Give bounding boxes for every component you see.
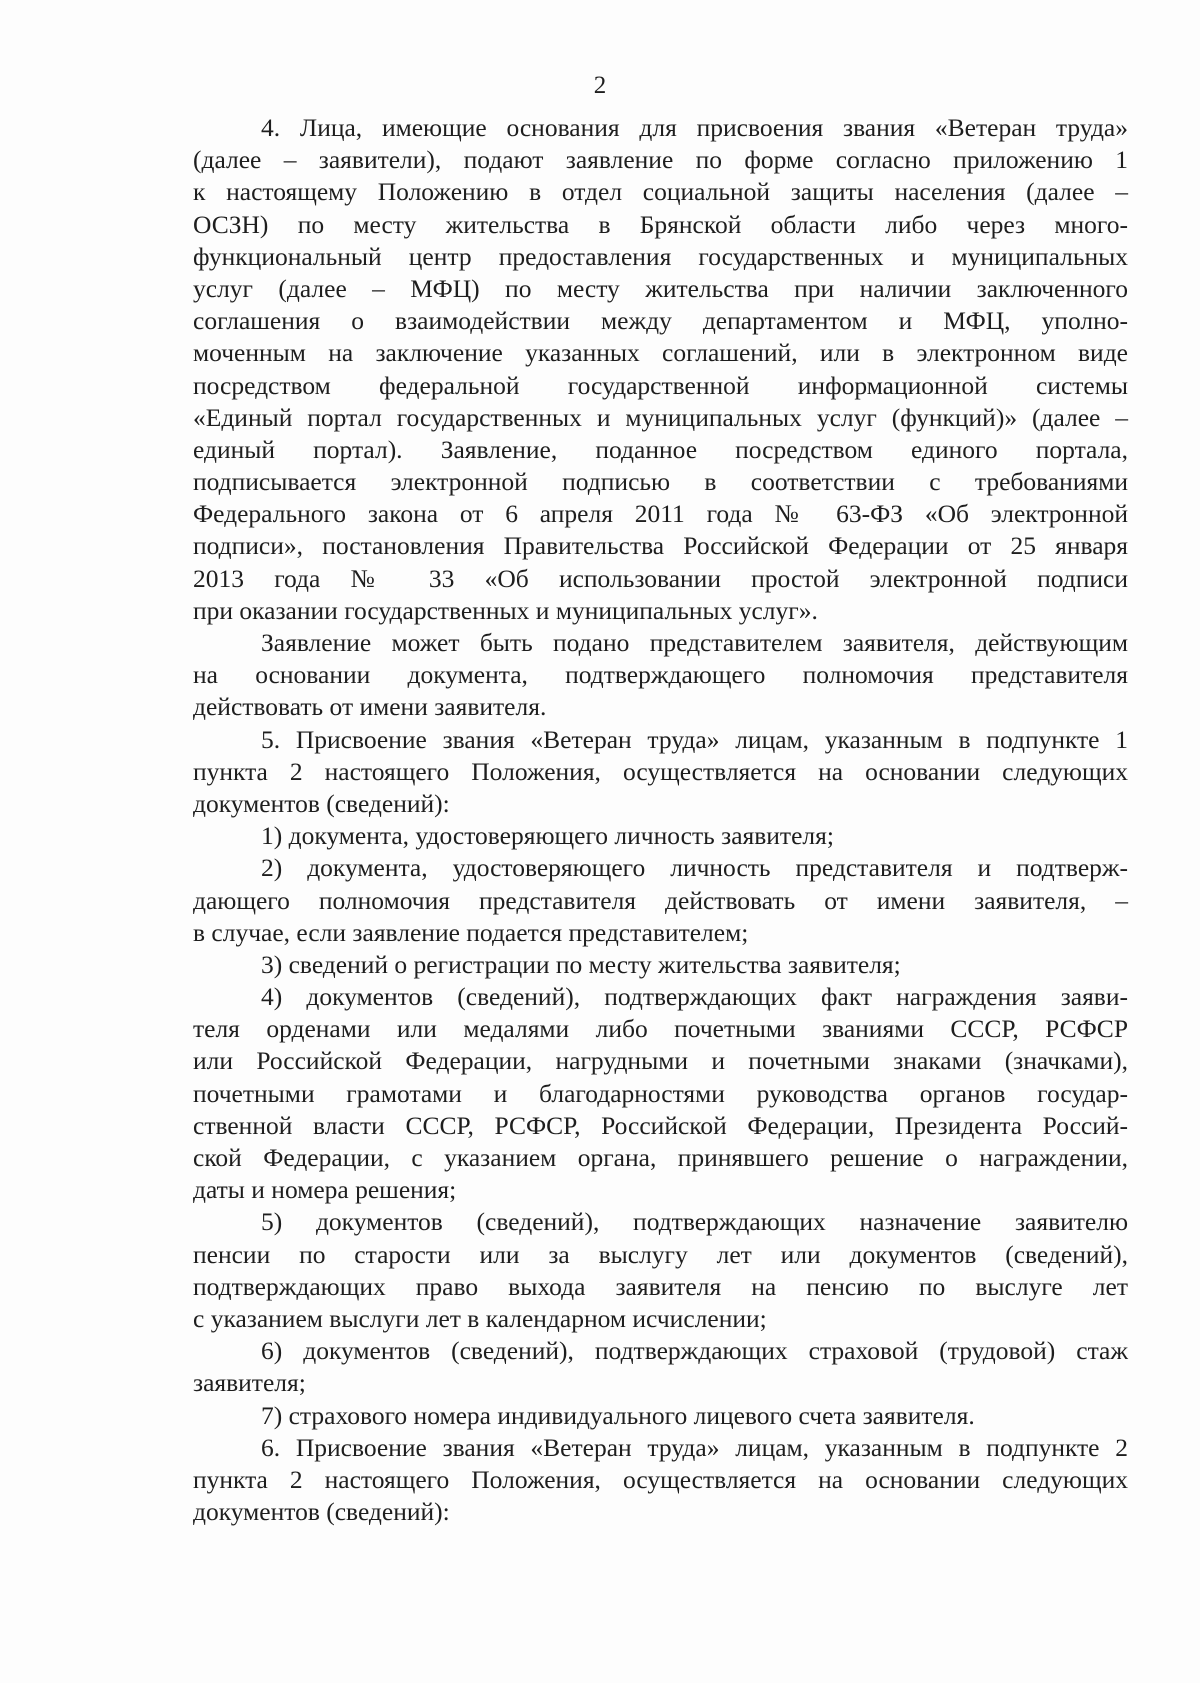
text-line: 5) документов (сведений), подтверждающих назначение заявителю: [261, 1207, 1128, 1237]
text-line: или Российской Федерации, нагрудными и почетными знаками (значками),: [193, 1046, 1128, 1076]
text-line: 2) документа, удостоверяющего личность представителя и подтверж-: [261, 853, 1128, 883]
paragraph: [193, 949, 1128, 981]
text-line: единый портал). Заявление, поданное посредством единого портала,: [193, 434, 1128, 464]
text-line: документов (сведений):: [193, 788, 450, 818]
text-line: 1) документа, удостоверяющего личность заявителя;: [261, 821, 834, 851]
text-line: к настоящему Положению в отдел социальной защиты населения (далее –: [193, 177, 1128, 207]
text-line: 6) документов (сведений), подтверждающих страховой (трудовой) стаж: [261, 1336, 1128, 1366]
paragraph: [193, 820, 1128, 852]
paragraph: [193, 724, 1128, 821]
paragraph: [193, 627, 1128, 724]
text-line: дающего полномочия представителя действовать от имени заявителя, –: [193, 885, 1128, 915]
text-line: пункта 2 настоящего Положения, осуществляется на основании следующих: [193, 1464, 1128, 1494]
text-line: ОСЗН) по месту жительства в Брянской области либо через много-: [193, 209, 1128, 239]
text-line: функциональный центр предоставления государственных и муниципальных: [193, 241, 1128, 271]
text-line: «Единый портал государственных и муниципальных услуг (функций)» (далее –: [193, 402, 1128, 432]
text-line: при оказании государственных и муниципальных услуг».: [193, 595, 818, 625]
paragraph: [193, 112, 1128, 627]
text-line: в случае, если заявление подается представителем;: [193, 917, 749, 947]
text-line: 4) документов (сведений), подтверждающих факт награждения заяви-: [261, 982, 1128, 1012]
text-line: (далее – заявители), подают заявление по форме согласно приложению 1: [193, 145, 1128, 175]
text-line: на основании документа, подтверждающего полномочия представителя: [193, 660, 1128, 690]
text-line: 3) сведений о регистрации по месту жительства заявителя;: [261, 949, 901, 979]
text-line: 7) страхового номера индивидуального лицевого счета заявителя.: [261, 1400, 975, 1430]
text-line: ственной власти СССР, РСФСР, Российской Федерации, Президента Россий-: [193, 1110, 1128, 1140]
text-line: даты и номера решения;: [193, 1175, 457, 1205]
text-line: почетными грамотами и благодарностями руководства органов государ-: [193, 1078, 1128, 1108]
text-line: 4. Лица, имеющие основания для присвоения звания «Ветеран труда»: [261, 113, 1128, 142]
paragraph: [193, 1432, 1128, 1529]
text-line: подтверждающих право выхода заявителя на пенсию по выслуге лет: [193, 1271, 1128, 1301]
text-line: подписи», постановления Правительства Российской Федерации от 25 января: [193, 531, 1128, 561]
text-line: документов (сведений):: [193, 1497, 450, 1527]
text-line: 2013 года № 33 «Об использовании простой электронной подписи: [193, 563, 1128, 593]
page-number: 2: [593, 72, 607, 99]
paragraph: [193, 1335, 1128, 1399]
text-line: теля орденами или медалями либо почетными званиями СССР, РСФСР: [193, 1014, 1128, 1044]
paragraph: [193, 852, 1128, 949]
text-line: услуг (далее – МФЦ) по месту жительства при наличии заключенного: [193, 273, 1128, 303]
text-line: пенсии по старости или за выслугу лет или документов (сведений),: [193, 1239, 1128, 1269]
text-line: Федерального закона от 6 апреля 2011 года № 63-ФЗ «Об электронной: [193, 499, 1128, 529]
text-line: 6. Присвоение звания «Ветеран труда» лицам, указанным в подпункте 2: [261, 1432, 1128, 1462]
text-line: ской Федерации, с указанием органа, принявшего решение о награждении,: [193, 1143, 1128, 1172]
text-line: моченным на заключение указанных соглашений, или в электронном виде: [193, 338, 1128, 368]
text-line: Заявление может быть подано представителем заявителя, действующим: [261, 628, 1128, 657]
paragraph: [193, 1206, 1128, 1335]
text-line: посредством федеральной государственной информационной системы: [193, 370, 1128, 400]
document-body: [193, 112, 1128, 1528]
text-line: подписывается электронной подписью в соответствии с требованиями: [193, 467, 1128, 497]
text-line: пункта 2 настоящего Положения, осуществляется на основании следующих: [193, 756, 1128, 786]
text-line: с указанием выслуги лет в календарном исчислении;: [193, 1303, 767, 1333]
paragraph: [193, 981, 1128, 1206]
text-line: заявителя;: [193, 1368, 306, 1398]
text-line: 5. Присвоение звания «Ветеран труда» лицам, указанным в подпункте 1: [261, 724, 1128, 754]
text-line: соглашения о взаимодействии между департаментом и МФЦ, уполно-: [193, 306, 1128, 336]
text-line: действовать от имени заявителя.: [193, 692, 547, 722]
paragraph: [193, 1400, 1128, 1432]
